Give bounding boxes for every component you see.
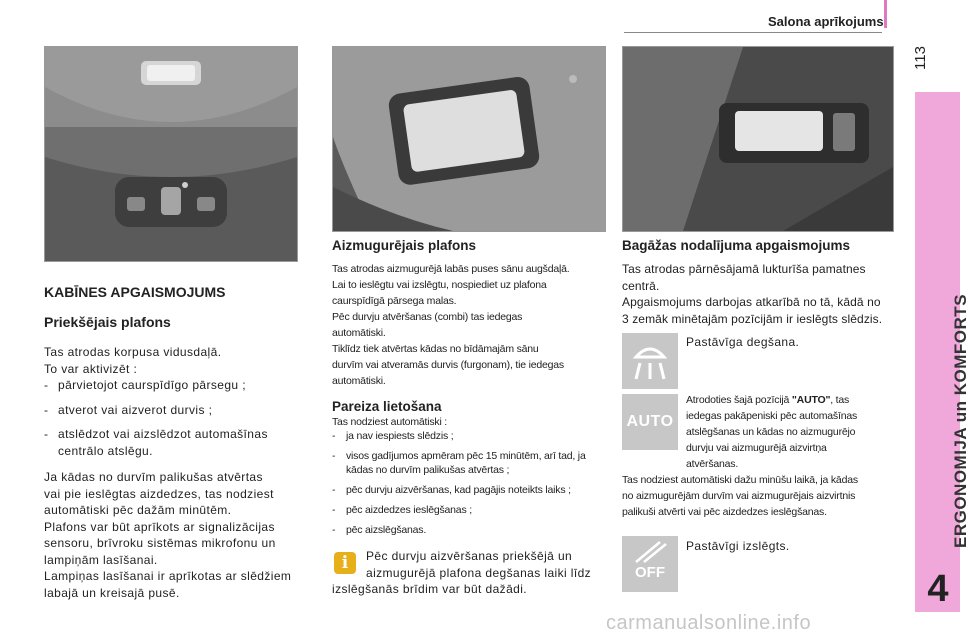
- luggage-light-title: Bagāžas nodalījuma apgaismojums: [622, 238, 851, 253]
- text-line: Tas nodziest automātiski :: [332, 416, 448, 428]
- chapter-number: 4: [927, 568, 949, 610]
- front-ceiling-light-photo: [44, 46, 298, 262]
- section-title: KABĪNES APGAISMOJUMS: [44, 284, 226, 300]
- lamp-off-icon: [622, 536, 678, 592]
- rear-light-title: Aizmugurējais plafons: [332, 238, 477, 253]
- text-line: automātiski pēc dažām minūtēm.: [44, 503, 232, 517]
- list-item: - visos gadījumos apmēram pēc 15 minūtēm, arī tad, ja kādas no durvīm palikušas atvērtas ;: [332, 449, 608, 477]
- text-line: Lampiņas lasīšanai ir aprīkotas ar slēdžiem: [44, 569, 292, 583]
- text-line: automātiski.: [332, 375, 386, 387]
- luggage-lamp-photo: [622, 46, 894, 232]
- watermark: carmanualsonline.info: [606, 612, 812, 634]
- option-auto: [686, 392, 896, 472]
- list-item: - pēc aizslēgšanas.: [332, 523, 608, 537]
- text-line: durvju vai aizmugurējā aizvirtņa: [686, 442, 827, 454]
- text-line: Lai to ieslēgtu vai izslēgtu, nospiediet uz plafona: [332, 279, 547, 291]
- text-line: labajā un kreisajā pusē.: [44, 585, 180, 600]
- page-header-title: Salona aprīkojums: [768, 14, 884, 29]
- intro-paragraph: [44, 344, 304, 459]
- info-icon: [334, 552, 356, 574]
- header-accent-bar: [884, 0, 887, 28]
- lamp-on-icon: [622, 333, 678, 389]
- page-number: 113: [912, 46, 929, 70]
- text-line: To var aktivizēt :: [44, 361, 138, 376]
- text-line: centrā.: [622, 278, 660, 293]
- usage-title: Pareiza lietošana: [332, 399, 442, 414]
- text-run: Atrodoties šajā pozīcijā: [686, 394, 792, 406]
- option-always-on: Pastāvīga degšana.: [686, 335, 800, 349]
- chapter-title: ERGONOMIJA un KOMFORTS: [951, 293, 970, 548]
- text-line: Tas nodziest automātiski dažu minūšu laikā, ja kādas: [622, 474, 858, 486]
- text-line: no aizmugurējām durvīm vai aizmugurējais aizvirtnis: [622, 490, 856, 502]
- info-note-last-line: izslēgšanās brīdim var būt dažādi.: [332, 582, 528, 596]
- text-line: Tas atrodas aizmugurējā labās puses sānu augšdaļā.: [332, 263, 570, 275]
- list-item: - atverot vai aizverot durvis ;: [44, 402, 304, 419]
- text-line: Pēc durvju atvēršanas (combi) tas iedegas: [332, 311, 523, 323]
- text-line: vai pie ieslēgtas aizdedzes, tas nodziest: [44, 486, 274, 501]
- text-line: Tiklīdz tiek atvērtas kādas no bīdāmajām sānu: [332, 343, 539, 355]
- text-line: iedegas pakāpeniski pēc automašīnas: [686, 410, 858, 422]
- text-line: aizmugurējā plafona degšanas laiki līdz: [366, 565, 592, 580]
- auto-keyword: "AUTO": [791, 394, 831, 406]
- subsection-title: Priekšējais plafons: [44, 314, 171, 330]
- auto-label: AUTO: [626, 413, 674, 430]
- text-line: caurspīdīgā pārsega malas.: [332, 295, 457, 307]
- text-line: Pēc durvju aizvēršanas priekšējā un: [366, 549, 573, 563]
- text-line: atslēgšanas un kādas no aizmugurējo: [686, 426, 856, 438]
- info-icon-glyph: i: [341, 553, 349, 573]
- list-item: - atslēdzot vai aizslēdzot automašīnas centrālo atslēgu.: [44, 426, 304, 459]
- text-line: palikuši atvērti vai pēc aizdedzes ieslēgšanas.: [622, 506, 827, 518]
- list-item: - pārvietojot caurspīdīgo pārsegu ;: [44, 377, 304, 394]
- text-line: automātiski.: [332, 327, 386, 339]
- auto-off-paragraph: [622, 472, 902, 520]
- text-line: 3 zemāk minētajām pozīcijām ir ieslēgts slēdzis.: [622, 311, 883, 326]
- rear-light-paragraph: [332, 261, 608, 389]
- list-item: - ja nav iespiests slēdzis ;: [332, 429, 608, 443]
- text-line: lampiņām lasīšanai.: [44, 552, 158, 567]
- header-divider: [624, 32, 882, 33]
- info-note-first-lines: [366, 548, 606, 581]
- list-item: - pēc durvju aizvēršanas, kad pagājis noteikts laiks ;: [332, 483, 608, 497]
- rear-ceiling-light-photo: [332, 46, 606, 232]
- text-line: sensoru, brīvroku sistēmas mikrofonu un: [44, 536, 276, 550]
- off-label: OFF: [635, 564, 665, 581]
- text-run: , tas: [830, 394, 850, 406]
- text-line: Plafons var būt aprīkots ar signalizācijas: [44, 519, 275, 534]
- text-line: Tas atrodas pārnēsājamā lukturīša pamatnes: [622, 262, 866, 276]
- usage-list: [332, 415, 608, 537]
- text-line: atvēršanas.: [686, 458, 739, 470]
- text-line: durvīm vai atveramās durvis (furgonam), tie iedegas: [332, 359, 564, 371]
- option-off: Pastāvīgi izslēgts.: [686, 539, 790, 553]
- body-paragraph: [44, 469, 304, 601]
- text-line: Apgaismojums darbojas atkarībā no tā, kādā no: [622, 295, 881, 309]
- lamp-auto-icon: [622, 394, 678, 450]
- list-item: - pēc aizdedzes ieslēgšanas ;: [332, 503, 608, 517]
- text-line: Ja kādas no durvīm palikušas atvērtas: [44, 470, 263, 484]
- text-line: [686, 392, 896, 408]
- text-line: Tas atrodas korpusa vidusdaļā.: [44, 345, 222, 359]
- luggage-paragraph: [622, 261, 902, 327]
